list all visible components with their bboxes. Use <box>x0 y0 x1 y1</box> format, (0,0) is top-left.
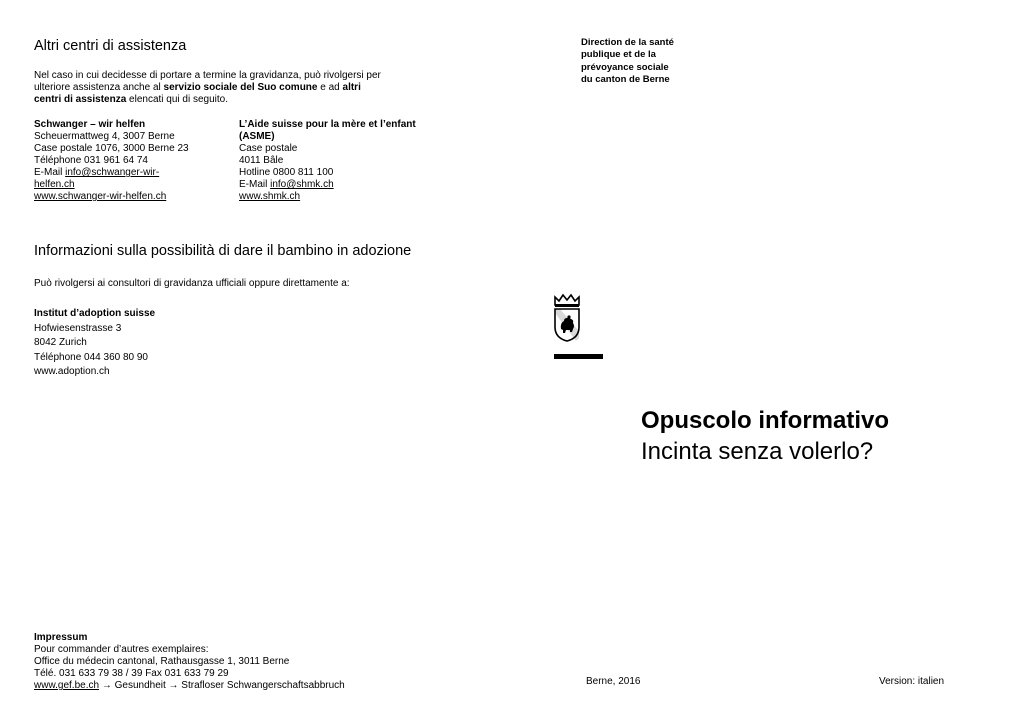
language-version: Version: italien <box>879 676 945 687</box>
contact-name-abbr: (ASME) <box>239 131 275 142</box>
contact-street: Hofwiesenstrasse 3 <box>34 322 122 334</box>
intro-line-3a: centri di assistenza <box>34 94 127 105</box>
email-label: E-Mail <box>239 179 271 190</box>
contact-name: Institut d’adoption suisse <box>34 308 156 319</box>
directorate-block <box>581 37 674 86</box>
contact-name: Schwanger – wir helfen <box>34 119 146 130</box>
website-link[interactable]: www.schwanger-wir-helfen.ch <box>34 191 167 202</box>
intro-line-2b: servizio sociale del Suo comune <box>163 82 318 93</box>
impressum-heading: Impressum <box>34 632 88 643</box>
intro-line-2a: ulteriore assistenza anche al <box>34 82 164 93</box>
contact-street: Scheuermattweg 4, 3007 Berne <box>34 131 175 142</box>
website-text: www.adoption.ch <box>34 366 110 378</box>
directorate-line: publique et de la <box>581 49 656 61</box>
contact-box: Case postale 1076, 3000 Berne 23 <box>34 143 189 154</box>
contact-city: 4011 Bâle <box>239 155 284 166</box>
adoption-intro: Può rivolgersi ai consultori di gravidanza ufficiali oppure direttamente a: <box>34 278 350 289</box>
intro-line-3b: elencati qui di seguito. <box>126 94 228 105</box>
contact-phone: Téléphone 044 360 80 90 <box>34 351 148 363</box>
publication-date: Berne, 2016 <box>586 676 641 687</box>
contact-name: L’Aide suisse pour la mère et l’enfant <box>239 119 416 130</box>
email-link[interactable]: info@shmk.ch <box>270 179 334 190</box>
contact-city: 8042 Zurich <box>34 337 87 349</box>
contact-hotline: Hotline 0800 811 100 <box>239 167 334 178</box>
section-heading-assistance: Altri centri di assistenza <box>34 38 187 54</box>
assistance-intro <box>34 70 434 106</box>
impressum-web-link[interactable]: www.gef.be.ch <box>34 680 100 691</box>
page-subtitle: Incinta senza volerlo? <box>641 438 874 465</box>
impressum-line-1: Pour commander d’autres exemplaires: <box>34 644 209 655</box>
impressum-line-2: Office du médecin cantonal, Rathausgasse 1, 3011 Berne <box>34 656 290 667</box>
intro-line-2d: altri <box>342 82 361 93</box>
page-title: Opuscolo informativo <box>641 407 890 434</box>
website-link[interactable]: www.shmk.ch <box>239 191 301 202</box>
section-heading-adoption: Informazioni sulla possibilità di dare il bambino in adozione <box>34 243 412 259</box>
email-link-part1[interactable]: info@schwanger-wir- <box>65 167 160 178</box>
directorate-line: Direction de la santé <box>581 37 674 48</box>
intro-line-1: Nel caso in cui decidesse di portare a termine la gravidanza, può rivolgersi per <box>34 70 381 81</box>
contact-box: Case postale <box>239 143 298 154</box>
contact-schwanger <box>34 119 234 203</box>
impressum <box>34 632 345 692</box>
email-link-part2[interactable]: helfen.ch <box>34 179 75 190</box>
directorate-line: prévoyance sociale <box>581 61 669 73</box>
adoption-contact <box>34 307 155 380</box>
intro-line-2c: e ad <box>317 82 343 93</box>
directorate-line: du canton de Berne <box>581 73 670 85</box>
impressum-path: → Gesundheit → Strafloser Schwangerschaftsabbruch <box>99 680 345 691</box>
contact-phone: Téléphone 031 961 64 74 <box>34 155 148 166</box>
header-rule <box>554 354 603 359</box>
canton-bern-coat-of-arms-icon <box>552 293 582 343</box>
contact-asme <box>239 119 459 203</box>
impressum-line-3: Télé. 031 633 79 38 / 39 Fax 031 633 79 29 <box>34 668 229 679</box>
email-label: E-Mail <box>34 167 66 178</box>
